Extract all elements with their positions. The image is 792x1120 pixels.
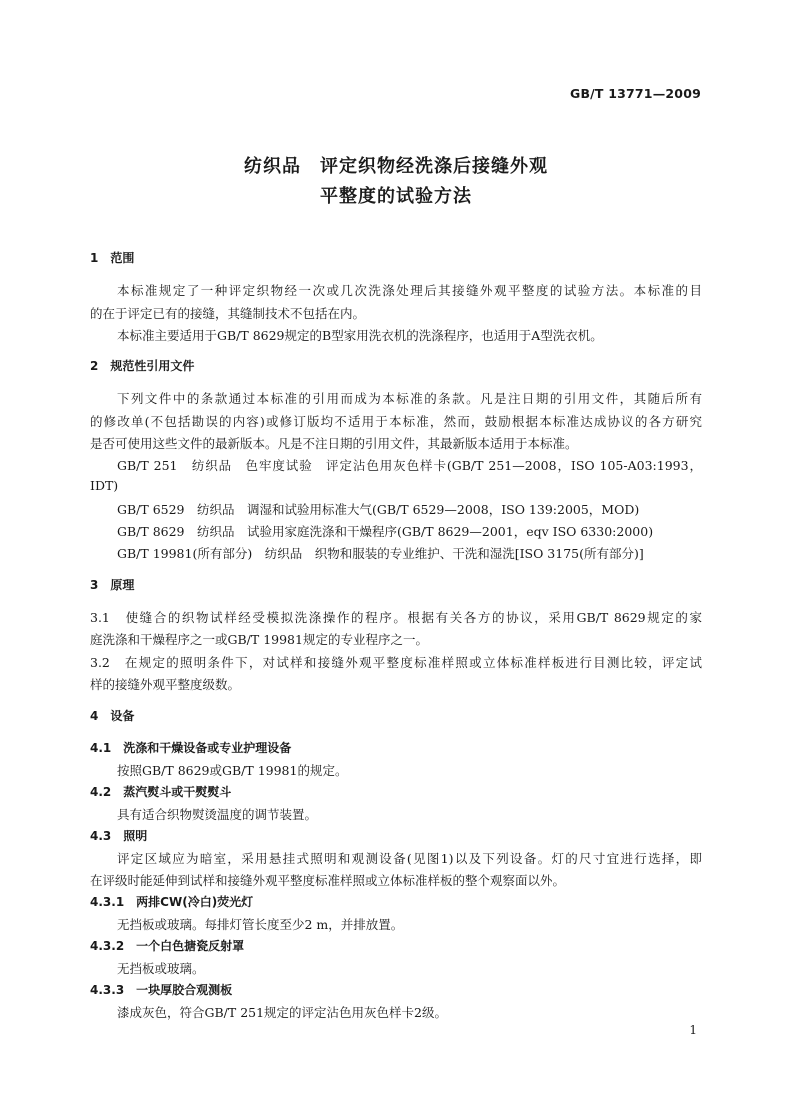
- reference-line: IDT): [90, 478, 119, 493]
- subsection-heading: 4.1 洗涤和干燥设备或专业护理设备: [90, 741, 292, 755]
- paragraph-line: 本标准规定了一种评定织物经一次或几次洗涤处理后其接缝外观平整度的试验方法。本标准的目: [117, 283, 702, 298]
- paragraph-line: 无挡板或玻璃。每排灯管长度至少2 m，并排放置。: [117, 917, 404, 932]
- page-number: 1: [689, 1023, 697, 1037]
- section-heading-references: 2 规范性引用文件: [90, 359, 195, 373]
- paragraph-line: 按照GB/T 8629或GB/T 19981的规定。: [117, 763, 348, 778]
- paragraph-line: 具有适合织物熨烫温度的调节装置。: [117, 807, 318, 822]
- paragraph-line: 评定区域应为暗室，采用悬挂式照明和观测设备(见图1)以及下列设备。灯的尺寸宜进行选择，即: [117, 851, 702, 866]
- paragraph-line: 下列文件中的条款通过本标准的引用而成为本标准的条款。凡是注日期的引用文件，其随后所有: [117, 391, 702, 406]
- subsection-heading: 4.2 蒸汽熨斗或干熨熨斗: [90, 785, 232, 799]
- subsection-heading: 4.3.2 一个白色搪瓷反射罩: [90, 939, 245, 953]
- reference-line: GB/T 6529 纺织品 调湿和试验用标准大气(GB/T 6529—2008，ISO 139:2005，MOD): [117, 502, 640, 517]
- subsection-heading: 4.3.1 两排CW(冷白)荧光灯: [90, 895, 254, 909]
- section-heading-scope: 1 范围: [90, 251, 135, 265]
- subsection-heading: 4.3.3 一块厚胶合观测板: [90, 983, 233, 997]
- paragraph-line: 样的接缝外观平整度级数。: [90, 677, 241, 692]
- document-title-line-1: 纺织品 评定织物经洗涤后接缝外观: [244, 156, 548, 177]
- section-heading-principle: 3 原理: [90, 578, 135, 592]
- reference-line: GB/T 251 纺织品 色牢度试验 评定沾色用灰色样卡(GB/T 251—2008，ISO 105-A03:1993，: [117, 458, 702, 473]
- paragraph-line: 无挡板或玻璃。: [117, 961, 205, 976]
- paragraph-line: 漆成灰色，符合GB/T 251规定的评定沾色用灰色样卡2级。: [117, 1005, 448, 1020]
- reference-line: GB/T 19981(所有部分) 纺织品 织物和服装的专业维护、干洗和湿洗[ISO 3175(所有部分)]: [117, 546, 644, 561]
- paragraph-line: 在评级时能延伸到试样和接缝外观平整度标准样照或立体标准样板的整个观察面以外。: [90, 873, 566, 888]
- subsection-heading: 4.3 照明: [90, 829, 148, 843]
- document-title-line-2: 平整度的试验方法: [320, 186, 472, 207]
- paragraph-line: 是否可使用这些文件的最新版本。凡是不注日期的引用文件，其最新版本适用于本标准。: [90, 436, 578, 451]
- paragraph-line: 3.1 使缝合的织物试样经受模拟洗涤操作的程序。根据有关各方的协议，采用GB/T 8629规定的家: [90, 610, 702, 625]
- paragraph-line: 庭洗涤和干燥程序之一或GB/T 19981规定的专业程序之一。: [90, 632, 428, 647]
- paragraph-line: 3.2 在规定的照明条件下，对试样和接缝外观平整度标准样照或立体标准样板进行目测比较，评定试: [90, 655, 702, 670]
- reference-line: GB/T 8629 纺织品 试验用家庭洗涤和干燥程序(GB/T 8629—2001，eqv ISO 6330:2000): [117, 524, 654, 539]
- section-heading-equipment: 4 设备: [90, 709, 135, 723]
- paragraph-line: 本标准主要适用于GB/T 8629规定的B型家用洗衣机的洗涤程序，也适用于A型洗衣机。: [117, 328, 603, 343]
- standard-code: GB/T 13771—2009: [569, 86, 701, 101]
- paragraph-line: 的在于评定已有的接缝，其缝制技术不包括在内。: [90, 306, 366, 321]
- paragraph-line: 的修改单(不包括勘误的内容)或修订版均不适用于本标准，然而，鼓励根据本标准达成协议的各方研究: [90, 414, 702, 429]
